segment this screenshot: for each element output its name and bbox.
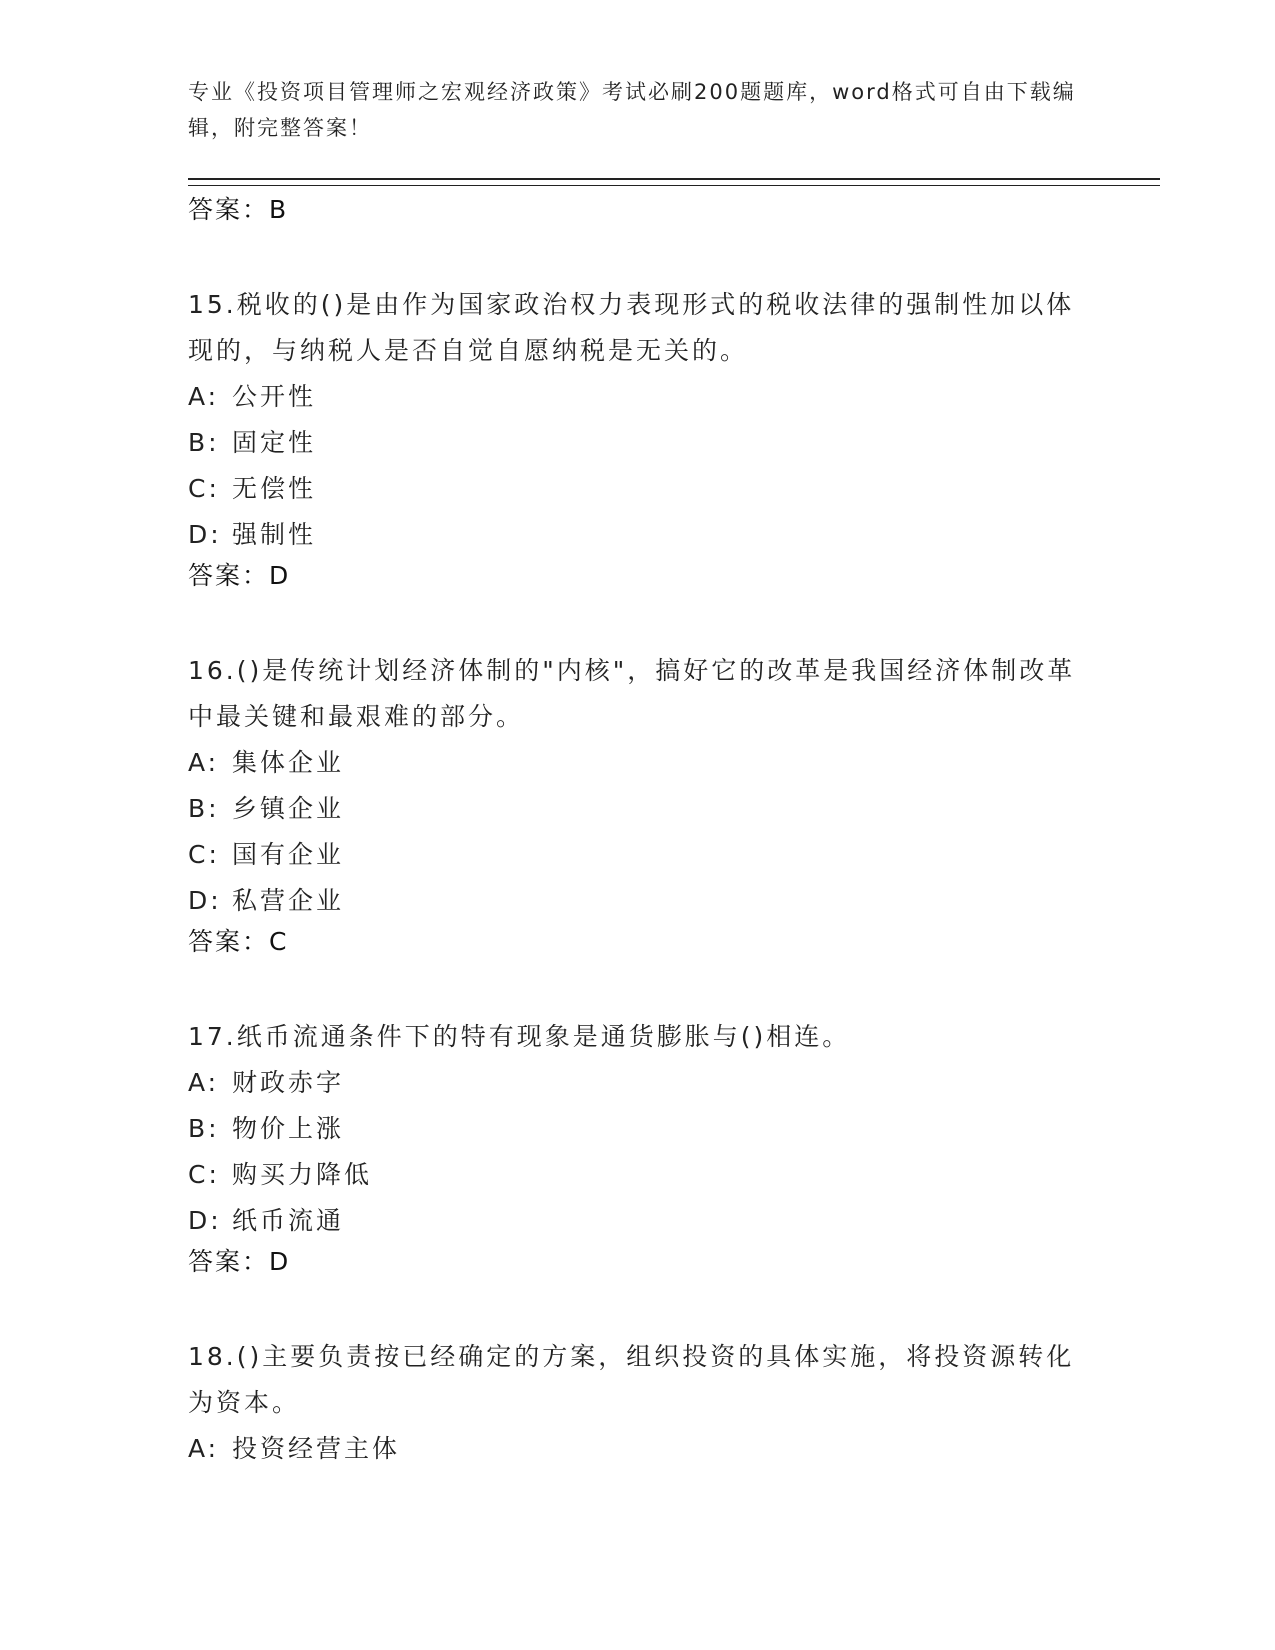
option-b bbox=[188, 786, 1088, 832]
option-letter: B: bbox=[188, 1114, 220, 1143]
option-b bbox=[188, 1106, 1088, 1152]
option-text: 财政赤字 bbox=[232, 1068, 345, 1097]
option-letter: B: bbox=[188, 794, 220, 823]
option-c bbox=[188, 832, 1088, 878]
question-18 bbox=[188, 1334, 1088, 1472]
answer-line: 答案：D bbox=[188, 561, 291, 590]
option-c bbox=[188, 1152, 1088, 1198]
option-text: 纸币流通 bbox=[232, 1206, 345, 1235]
option-letter: C: bbox=[188, 474, 220, 503]
spacer bbox=[188, 604, 1088, 648]
option-text: 购买力降低 bbox=[232, 1160, 373, 1189]
option-a bbox=[188, 374, 1088, 420]
option-letter: B: bbox=[188, 428, 220, 457]
option-a bbox=[188, 1060, 1088, 1106]
header-divider bbox=[188, 178, 1160, 186]
question-text: 16.()是传统计划经济体制的"内核"，搞好它的改革是我国经济体制改革中最关键和最艰难的部分。 bbox=[188, 656, 1076, 731]
answer-line: 答案：D bbox=[188, 1247, 291, 1276]
option-letter: D: bbox=[188, 886, 222, 915]
option-letter: C: bbox=[188, 1160, 220, 1189]
answer-line: 答案：C bbox=[188, 927, 289, 956]
option-d bbox=[188, 878, 1088, 924]
answer-line: 答案：B bbox=[188, 195, 289, 224]
page-header: 专业《投资项目管理师之宏观经济政策》考试必刷200题题库，word格式可自由下载编辑，附完整答案！ bbox=[188, 80, 1076, 140]
option-text: 固定性 bbox=[232, 428, 317, 457]
option-letter: A: bbox=[188, 382, 220, 411]
spacer bbox=[188, 238, 1088, 282]
option-d bbox=[188, 512, 1088, 558]
option-text: 投资经营主体 bbox=[232, 1434, 401, 1463]
option-d bbox=[188, 1198, 1088, 1244]
option-b bbox=[188, 420, 1088, 466]
option-text: 公开性 bbox=[232, 382, 317, 411]
spacer bbox=[188, 970, 1088, 1014]
option-text: 强制性 bbox=[232, 520, 317, 549]
option-letter: D: bbox=[188, 1206, 222, 1235]
option-letter: C: bbox=[188, 840, 220, 869]
question-list bbox=[188, 192, 1088, 1472]
question-16 bbox=[188, 648, 1088, 970]
question-15 bbox=[188, 282, 1088, 604]
option-c bbox=[188, 466, 1088, 512]
option-text: 物价上涨 bbox=[232, 1114, 345, 1143]
question-text: 17.纸币流通条件下的特有现象是通货膨胀与()相连。 bbox=[188, 1022, 851, 1051]
option-letter: D: bbox=[188, 520, 222, 549]
option-a bbox=[188, 1426, 1088, 1472]
question-text: 18.()主要负责按已经确定的方案，组织投资的具体实施，将投资源转化为资本。 bbox=[188, 1342, 1075, 1417]
option-letter: A: bbox=[188, 1434, 220, 1463]
option-text: 乡镇企业 bbox=[232, 794, 345, 823]
option-a bbox=[188, 740, 1088, 786]
option-text: 无偿性 bbox=[232, 474, 317, 503]
option-letter: A: bbox=[188, 748, 220, 777]
option-letter: A: bbox=[188, 1068, 220, 1097]
option-text: 集体企业 bbox=[232, 748, 345, 777]
option-text: 私营企业 bbox=[232, 886, 345, 915]
option-text: 国有企业 bbox=[232, 840, 345, 869]
question-17 bbox=[188, 1014, 1088, 1290]
question-text: 15.税收的()是由作为国家政治权力表现形式的税收法律的强制性加以体现的，与纳税人是否自觉自愿纳税是无关的。 bbox=[188, 290, 1075, 365]
spacer bbox=[188, 1290, 1088, 1334]
